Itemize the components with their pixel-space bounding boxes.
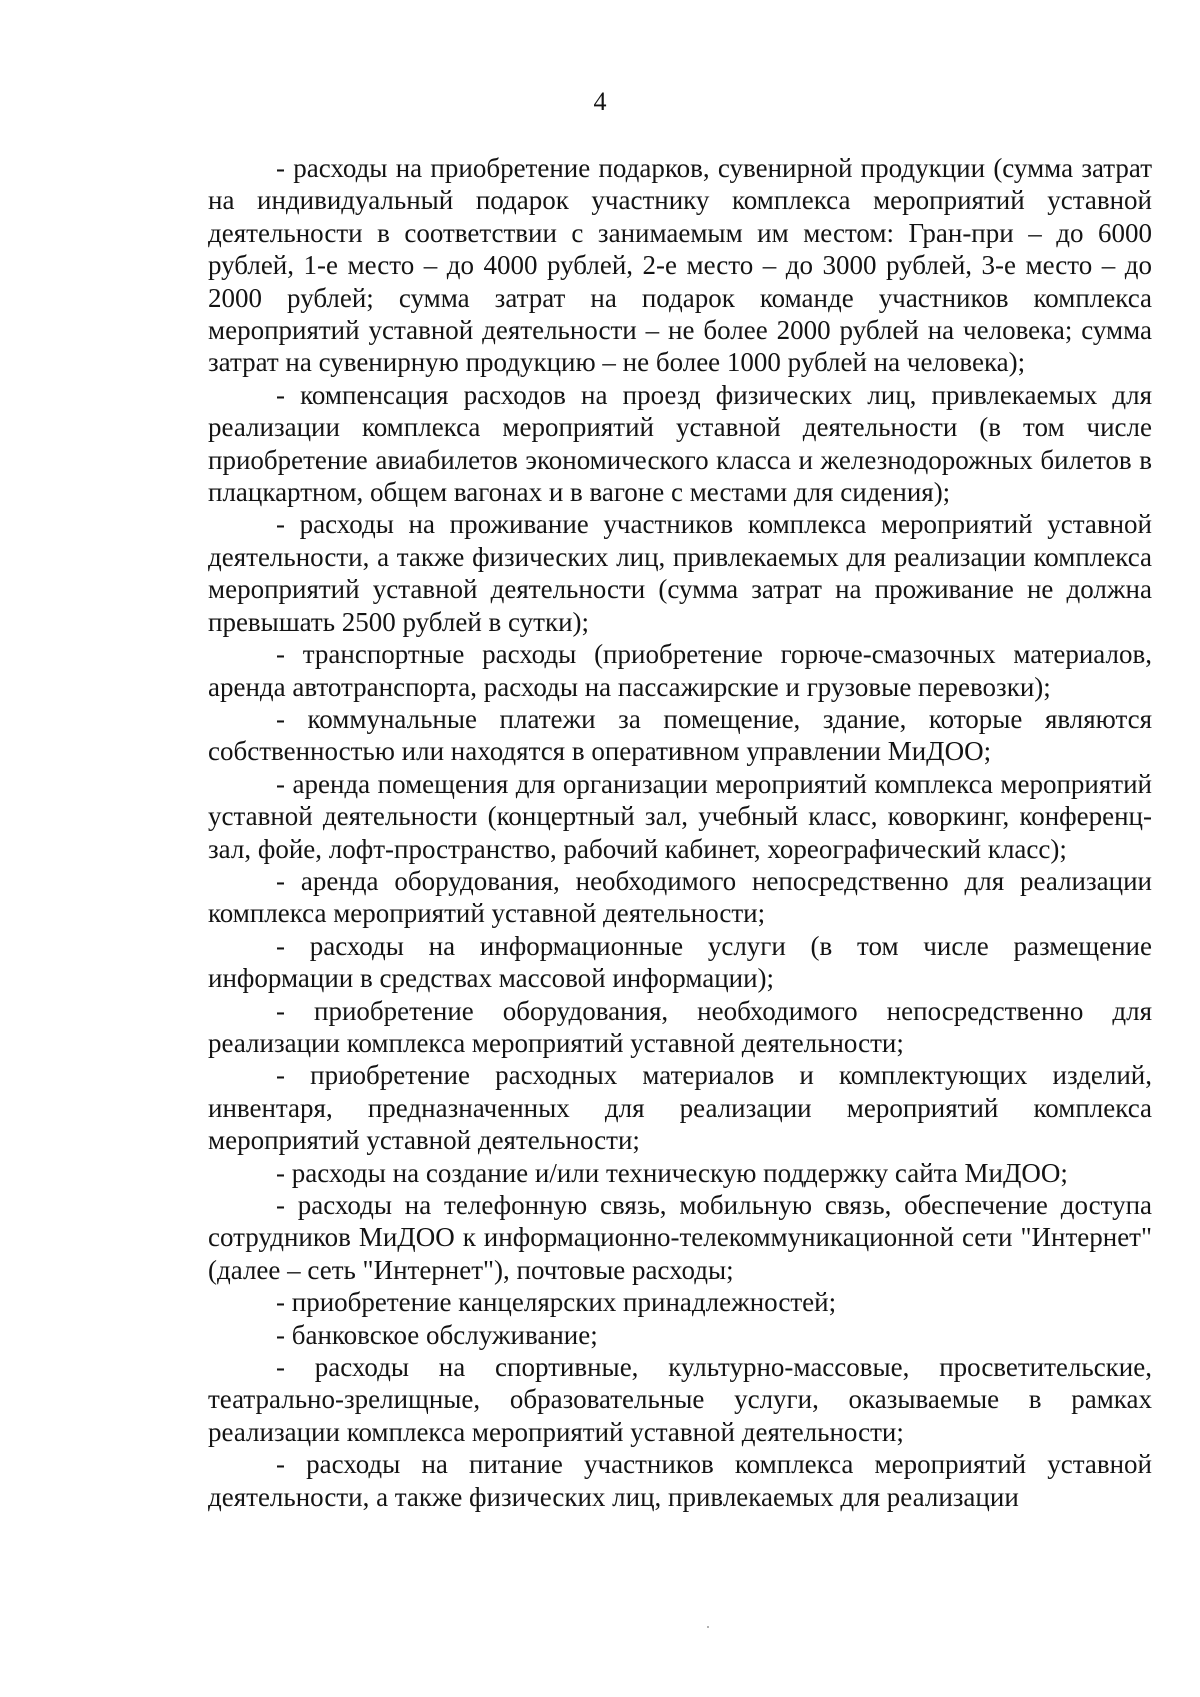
list-item-transport: - транспортные расходы (приобретение горюче-смазочных материалов, аренда автотранспорта, расходы на пассажирские и грузовые перевозки);	[208, 639, 1152, 702]
list-item-premises-rent: - аренда помещения для организации мероприятий комплекса мероприятий уставной деятельности (концертный зал, учебный класс, коворкинг, конференц-зал, фойе, лофт-пространство, рабочий кабинет, хореографический класс);	[208, 768, 1152, 864]
list-item-website: - расходы на создание и/или техническую поддержку сайта МиДОО;	[276, 1157, 1068, 1188]
list-item-catering: - расходы на питание участников комплекса мероприятий уставной деятельности, а также физических лиц, привлекаемых для реализации	[208, 1449, 1152, 1512]
list-item-equipment-purchase: - приобретение оборудования, необходимого непосредственно для реализации комплекса мероприятий уставной деятельности;	[208, 995, 1152, 1058]
list-item-equipment-rent: - аренда оборудования, необходимого непосредственно для реализации комплекса мероприятий уставной деятельности;	[208, 865, 1152, 929]
list-item-accommodation: - расходы на проживание участников комплекса мероприятий уставной деятельности, а также физических лиц, привлекаемых для реализации комплекса мероприятий уставной деятельности (сумма затрат на проживание не должна превышать 2500 рублей в сутки);	[208, 509, 1152, 637]
list-item-information-services: - расходы на информационные услуги (в том числе размещение информации в средствах массовой информации);	[208, 930, 1152, 994]
scan-speck	[707, 1626, 709, 1628]
list-item-cultural-services: - расходы на спортивные, культурно-массовые, просветительские, театрально-зрелищные, образовательные услуги, оказываемые в рамках реализации комплекса мероприятий уставной деятельности;	[208, 1352, 1152, 1447]
list-item-banking: - банковское обслуживание;	[276, 1319, 598, 1350]
list-item-travel-compensation: - компенсация расходов на проезд физических лиц, привлекаемых для реализации комплекса мероприятий уставной деятельности (в том числе приобретение авиабилетов экономического класса и железнодорожных билетов в плацкартном, общем вагонах и в вагоне с местами для сидения);	[208, 379, 1152, 508]
page-number: 4	[593, 87, 607, 116]
list-item-stationery: - приобретение канцелярских принадлежностей;	[276, 1287, 837, 1318]
list-item-utilities: - коммунальные платежи за помещение, здание, которые являются собственностью или находятся в оперативном управлении МиДОО;	[208, 703, 1152, 767]
list-item-communications: - расходы на телефонную связь, мобильную связь, обеспечение доступа сотрудников МиДОО к информационно-телекоммуникационной сети "Интернет" (далее – сеть "Интернет"), почтовые расходы;	[208, 1190, 1152, 1285]
list-item-consumables: - приобретение расходных материалов и комплектующих изделий, инвентаря, предназначенных для реализации мероприятий комплекса мероприятий уставной деятельности;	[208, 1060, 1152, 1156]
list-item-gifts-souvenirs: - расходы на приобретение подарков, сувенирной продукции (сумма затрат на индивидуальный подарок участнику комплекса мероприятий уставной деятельности в соответствии с занимаемым им местом: Гран-при – до 6000 рублей, 1-е место – до 4000 рублей, 2-е место – до 3000 рублей, 3-е место – до 2000 рублей; сумма затрат на подарок команде участников комплекса мероприятий уставной деятельности – не более 2000 рублей на человека; сумма затрат на сувенирную продукцию – не более 1000 рублей на человека);	[208, 153, 1152, 378]
document-body	[208, 152, 1152, 1513]
